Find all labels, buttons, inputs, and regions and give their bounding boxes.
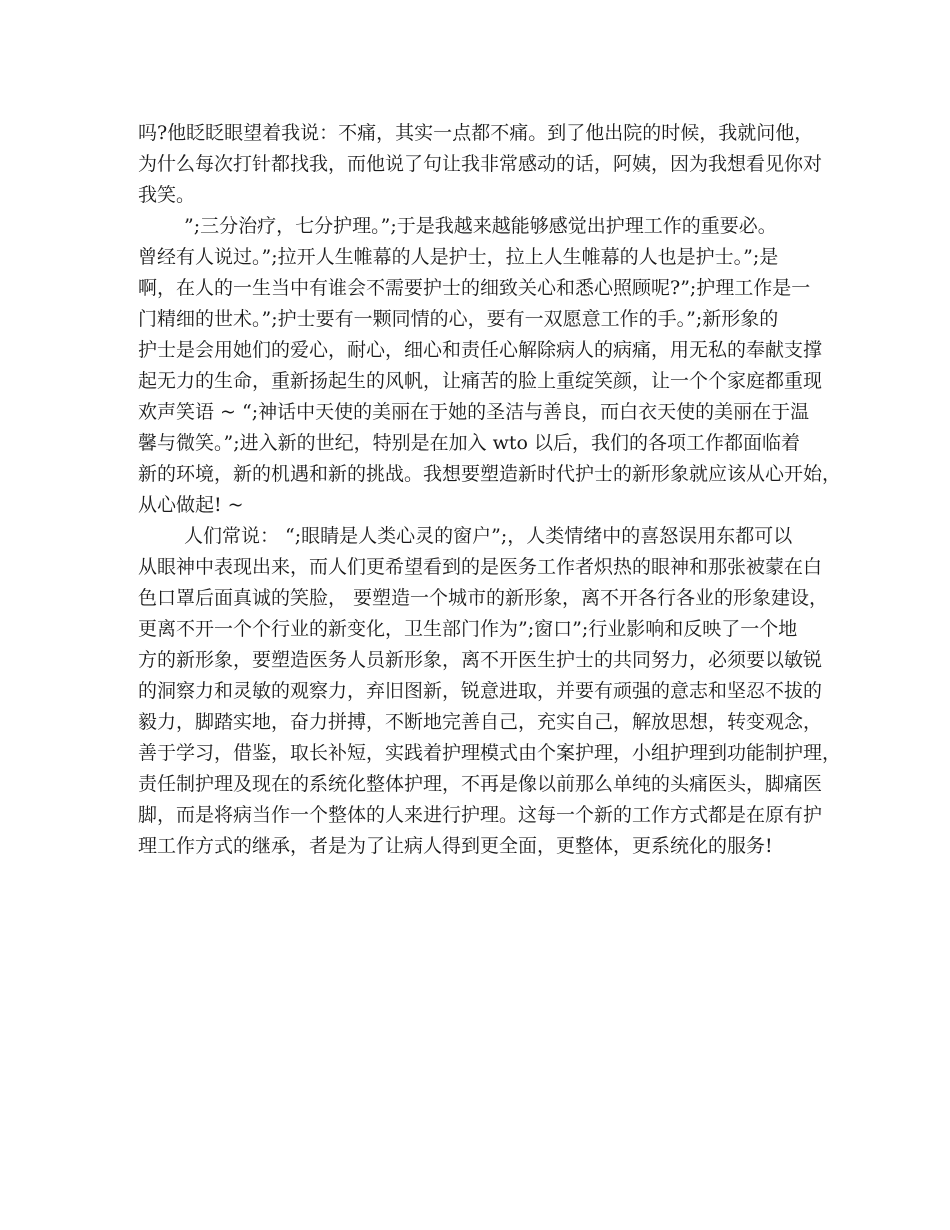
paragraph-2-line-7: 欢声笑语 ~ “;神话中天使的美丽在于她的圣洁与善良，而白衣天使的美丽在于温 <box>138 401 810 423</box>
paragraph-2-line-2: 曾经有人说过。”;拉开人生帷幕的人是护士，拉上人生帷幕的人也是护士。”;是 <box>138 246 779 268</box>
paragraph-3-line-10: 脚，而是将病当作一个整体的人来进行护理。这每一个新的工作方式都是在原有护 <box>138 804 823 826</box>
paragraph-3-line-5: 方的新形象，要塑造医务人员新形象，离不开医生护士的共同努力，必须要以敏锐 <box>138 649 823 671</box>
paragraph-1-line-2: 为什么每次打针都找我，而他说了句让我非常感动的话，阿姨，因为我想看见你对 <box>138 153 823 175</box>
paragraph-2-line-6: 起无力的生命，重新扬起生的风帆，让痛苦的脸上重绽笑颜，让一个个家庭都重现 <box>138 370 823 392</box>
paragraph-3-line-3: 色口罩后面真诚的笑脸， 要塑造一个城市的新形象，离不开各行各业的形象建设， <box>138 587 829 609</box>
paragraph-2-line-1: ”;三分治疗，七分护理。”;于是我越来越能够感觉出护理工作的重要必。 <box>184 215 777 237</box>
paragraph-3-line-2: 从眼神中表现出来，而人们更希望看到的是医务工作者炽热的眼神和那张被蒙在白 <box>138 556 823 578</box>
document-body <box>138 118 842 862</box>
paragraph-3-line-8: 善于学习，借鉴，取长补短，实践着护理模式由个案护理，小组护理到功能制护理， <box>138 742 842 764</box>
paragraph-2-line-5: 护士是会用她们的爱心，耐心，细心和责任心解除病人的病痛，用无私的奉献支撑 <box>138 339 823 361</box>
paragraph-2-line-10: 从心做起! ~ <box>138 494 244 516</box>
paragraph-3-line-1: 人们常说： “;眼睛是人类心灵的窗户”;，人类情绪中的喜怒误用东都可以 <box>184 525 793 547</box>
paragraph-3-line-11: 理工作方式的继承，者是为了让病人得到更全面，更整体，更系统化的服务! <box>138 835 773 857</box>
paragraph-3-line-9: 责任制护理及现在的系统化整体护理，不再是像以前那么单纯的头痛医头，脚痛医 <box>138 773 823 795</box>
paragraph-2-line-3: 啊，在人的一生当中有谁会不需要护士的细致关心和悉心照顾呢?”;护理工作是一 <box>138 277 811 299</box>
paragraph-3-line-7: 毅力，脚踏实地，奋力拼搏，不断地完善自己，充实自己，解放思想，转变观念， <box>138 711 823 733</box>
paragraph-1-line-3: 我笑。 <box>138 184 196 206</box>
paragraph-3-line-4: 更离不开一个个行业的新变化，卫生部门作为”;窗口”;行业影响和反映了一个地 <box>138 618 798 640</box>
paragraph-2-line-4: 门精细的世术。”;护士要有一颗同情的心，要有一双愿意工作的手。”;新形象的 <box>138 308 779 330</box>
paragraph-2-line-9: 新的环境，新的机遇和新的挑战。我想要塑造新时代护士的新形象就应该从心开始， <box>138 463 842 485</box>
paragraph-1-line-1: 吗?他眨眨眼望着我说：不痛，其实一点都不痛。到了他出院的时候，我就问他， <box>138 122 814 144</box>
paragraph-3-line-6: 的洞察力和灵敏的观察力，弃旧图新，锐意进取，并要有顽强的意志和坚忍不拔的 <box>138 680 823 702</box>
paragraph-2-line-8: 馨与微笑。”;进入新的世纪，特别是在加入 wto 以后，我们的各项工作都面临着 <box>138 432 801 454</box>
